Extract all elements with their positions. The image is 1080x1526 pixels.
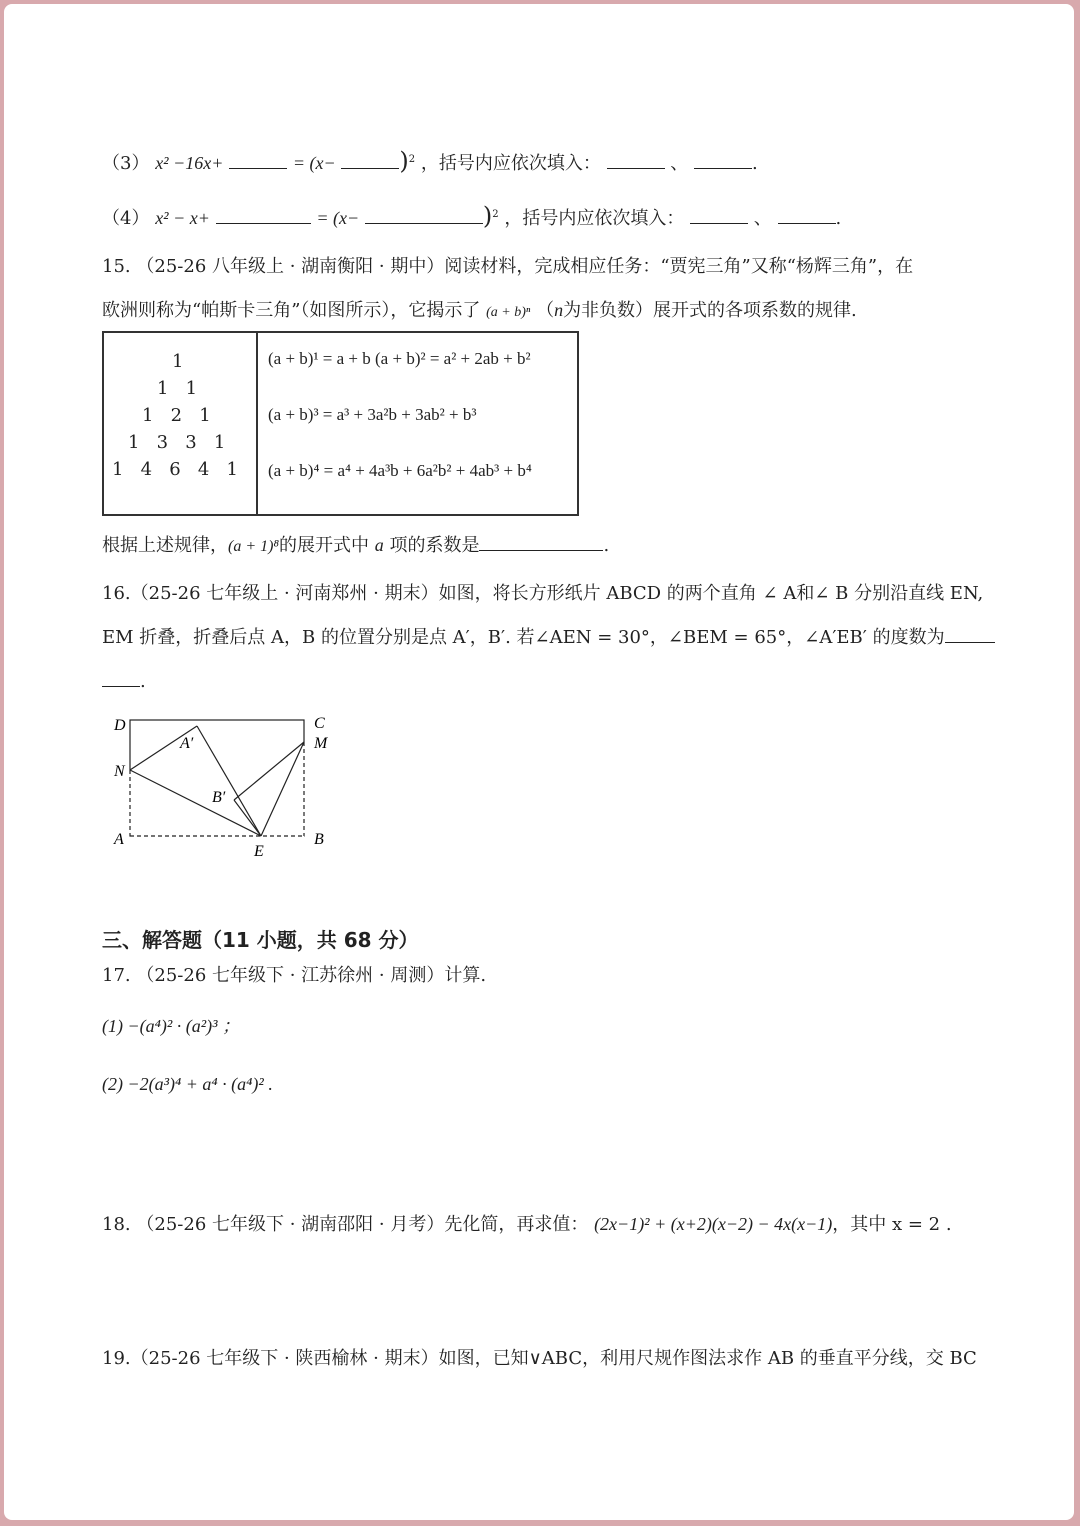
answer-blank[interactable] [216, 205, 311, 224]
expansion-eq: (a + b)³ = a³ + 3a²b + 3ab² + b³ [268, 405, 477, 424]
answer-blank[interactable] [694, 150, 752, 169]
seg-MB1 [234, 742, 304, 800]
q18-line: 18. （25-26 七年级下 · 湖南邵阳 · 月考）先化简，再求值： (2x−1)² + (x+2)(x−2) − 4x(x−1)，其中 x = 2 . [102, 1214, 952, 1235]
answer-blank[interactable] [607, 150, 665, 169]
fold-figure [104, 708, 344, 868]
answer-blank[interactable] [365, 205, 483, 224]
label-M: M [314, 735, 328, 752]
answer-blank[interactable] [945, 624, 995, 643]
rect-top [130, 720, 304, 836]
q17-line: 17. （25-26 七年级下 · 江苏徐州 · 周测）计算. [102, 965, 487, 986]
crease-EM [261, 742, 304, 836]
triangle-row: 1 2 1 [142, 405, 211, 426]
triangle-row: 1 4 6 4 1 [112, 459, 238, 480]
triangle-row: 1 [172, 351, 184, 372]
answer-blank[interactable] [341, 150, 399, 169]
q16-line1: 16.（25-26 七年级上 · 河南郑州 · 期末）如图，将长方形纸片 ABCD 的两个直角 ∠ A和∠ B 分别沿直线 EN, [102, 583, 984, 604]
label-A: A [114, 831, 124, 848]
label-D: D [114, 717, 126, 734]
q14-part3: （3） $x^2 -16x+ = (x- )^2$ ，括号内应依次填入： 、 . [102, 147, 758, 175]
expansion-eq: (a + b)⁴ = a⁴ + 4a³b + 6a²b² + 4ab³ + b⁴ [268, 461, 532, 480]
q19-line: 19.（25-26 七年级下 · 陕西榆林 · 期末）如图，已知∨ABC，利用尺规作图法求作 AB 的垂直平分线，交 BC [102, 1348, 977, 1369]
label-E: E [254, 843, 264, 860]
q15-line2: 欧洲则称为“帕斯卡三角”（如图所示），它揭示了 (a + b)ⁿ （n为非负数）展开式的各项系数的规律. [102, 300, 857, 321]
q15-question: 根据上述规律，(a + 1)⁸的展开式中 a 项的系数是 . [102, 532, 609, 559]
label-B-prime: B′ [212, 789, 226, 806]
triangle-row: 1 3 3 1 [128, 432, 226, 453]
expansion-eq: (a + b)¹ = a + b (a + b)² = a² + 2ab + b² [268, 349, 531, 368]
seg-B1E [234, 800, 261, 836]
label-A-prime: A′ [180, 735, 194, 752]
label-C: C [314, 715, 325, 732]
answer-blank[interactable] [479, 532, 603, 551]
label-N: N [114, 763, 125, 780]
q17-part2: (2) −2(a³)⁴ + a⁴ · (a⁴)² . [102, 1074, 273, 1094]
q15-line1: 15. （25-26 八年级上 · 湖南衡阳 · 期中）阅读材料，完成相应任务：“贾宪三角”又称“杨辉三角”，在 [102, 256, 914, 277]
q16-line3: . [102, 668, 146, 694]
table-divider [256, 333, 258, 514]
q16-line2: EM 折叠，折叠后点 A，B 的位置分别是点 A′，B′. 若∠AEN = 30°，∠BEM = 65°，∠A′EB′ 的度数为 [102, 624, 995, 650]
answer-blank[interactable] [229, 150, 287, 169]
label-B: B [314, 831, 324, 848]
pascal-table [102, 331, 579, 516]
answer-blank[interactable] [778, 205, 836, 224]
exam-page [4, 4, 1074, 1520]
section-heading: 三、解答题（11 小题，共 68 分） [102, 928, 419, 952]
answer-blank[interactable] [102, 668, 140, 687]
answer-blank[interactable] [690, 205, 748, 224]
triangle-row: 1 1 [157, 378, 198, 399]
q17-part1: (1) −(a⁴)² · (a²)³ ； [102, 1016, 241, 1036]
q14-part4: （4） $x^2 - x+ = (x- )^2$ ，括号内应依次填入： 、 . [102, 202, 842, 230]
